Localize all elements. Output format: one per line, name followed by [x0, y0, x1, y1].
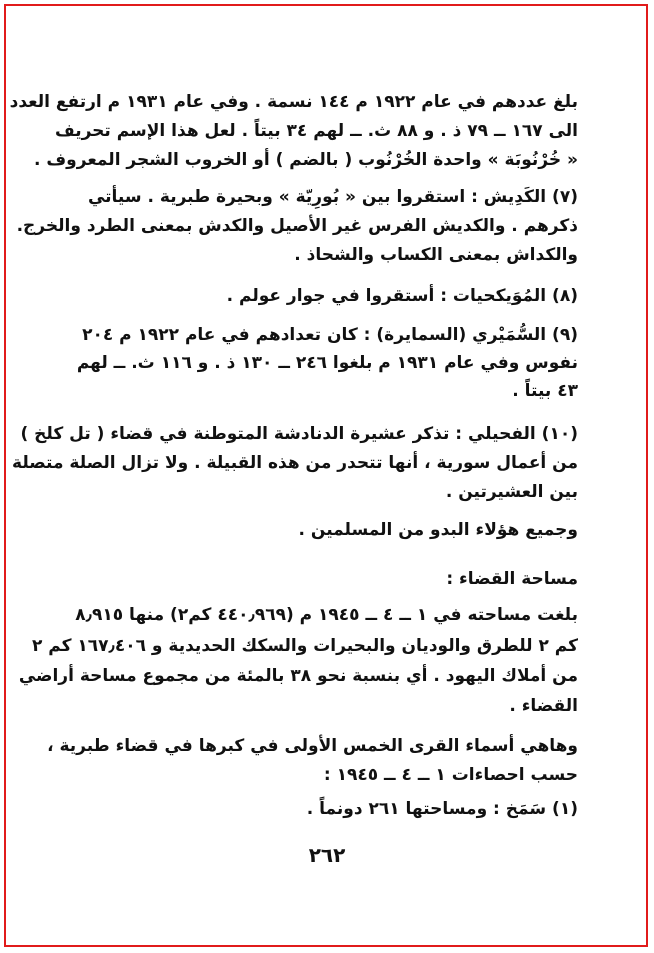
text-line: (٩) السُّمَيْري (السمايرة) : كان تعدادهم في عام ١٩٢٢ م ٢٠٤	[82, 325, 578, 345]
text-line: كم ٢ للطرق والوديان والبحيرات والسكك الحديدية و ١٦٧٫٤٠٦ كم ٢	[31, 636, 578, 656]
text-line: « خُرْنُوبَة » واحدة الخُرْنُوب ( بالضم ) أو الخروب الشجر المعروف .	[34, 150, 578, 170]
text-line: حسب احصاءات ١ ــ ٤ ــ ١٩٤٥ :	[323, 765, 578, 785]
text-line: من أملاك اليهود . أي بنسبة نحو ٣٨ بالمئة من مجموع مساحة أراضي	[18, 666, 578, 686]
text-line: (٨) المُوَيكحيات : أستقروا في جوار عولم .	[226, 286, 578, 306]
text-line: (١٠) الفحيلي : تذكر عشيرة الدنادشة المتوطنة في قضاء ( تل كلخ )	[20, 424, 578, 444]
section-heading: مساحة القضاء :	[446, 569, 578, 589]
text-line: وهاهي أسماء القرى الخمس الأولى في كبرها في قضاء طبرية ،	[47, 736, 578, 756]
text-line: والكداش بمعنى الكساب والشحاذ .	[294, 245, 578, 265]
text-line: وجميع هؤلاء البدو من المسلمين .	[298, 520, 578, 540]
text-line: الى ١٦٧ ــ ٧٩ ذ . و ٨٨ ث. ــ لهم ٣٤ بيتاً . لعل هذا الإسم تحريف	[54, 121, 578, 141]
page-number: ٢٦٢	[308, 843, 346, 867]
text-line: القضاء .	[509, 696, 578, 716]
text-line: من أعمال سورية ، أنها تتحدر من هذه القبيلة . ولا تزال الصلة متصلة	[12, 453, 578, 473]
text-line: ٤٣ بيتاً .	[512, 381, 578, 401]
text-line: نفوس وفي عام ١٩٣١ م بلغوا ٢٤٦ ــ ١٣٠ ذ . و ١١٦ ث. ــ لهم	[76, 353, 578, 373]
text-line: بلغ عددهم في عام ١٩٢٢ م ١٤٤ نسمة . وفي عام ١٩٣١ م ارتفع العدد	[9, 92, 578, 112]
text-line: (١) سَمَخ : ومساحتها ٢٦١ دونماً .	[306, 799, 578, 819]
text-line: (٧) الكَدِيش : استقروا بين « بُورِيّة » وبحيرة طبرية . سيأتي	[87, 187, 578, 207]
text-line: بين العشيرتين .	[445, 482, 578, 502]
text-line: بلغت مساحته في ١ ــ ٤ ــ ١٩٤٥ م (٤٤٠٫٩٦٩ كم٢) منها ٨٫٩١٥	[75, 605, 578, 625]
text-line: ذكرهم . والكديش الفرس غير الأصيل والكدش بمعنى الطرد والخرج.	[16, 216, 578, 236]
